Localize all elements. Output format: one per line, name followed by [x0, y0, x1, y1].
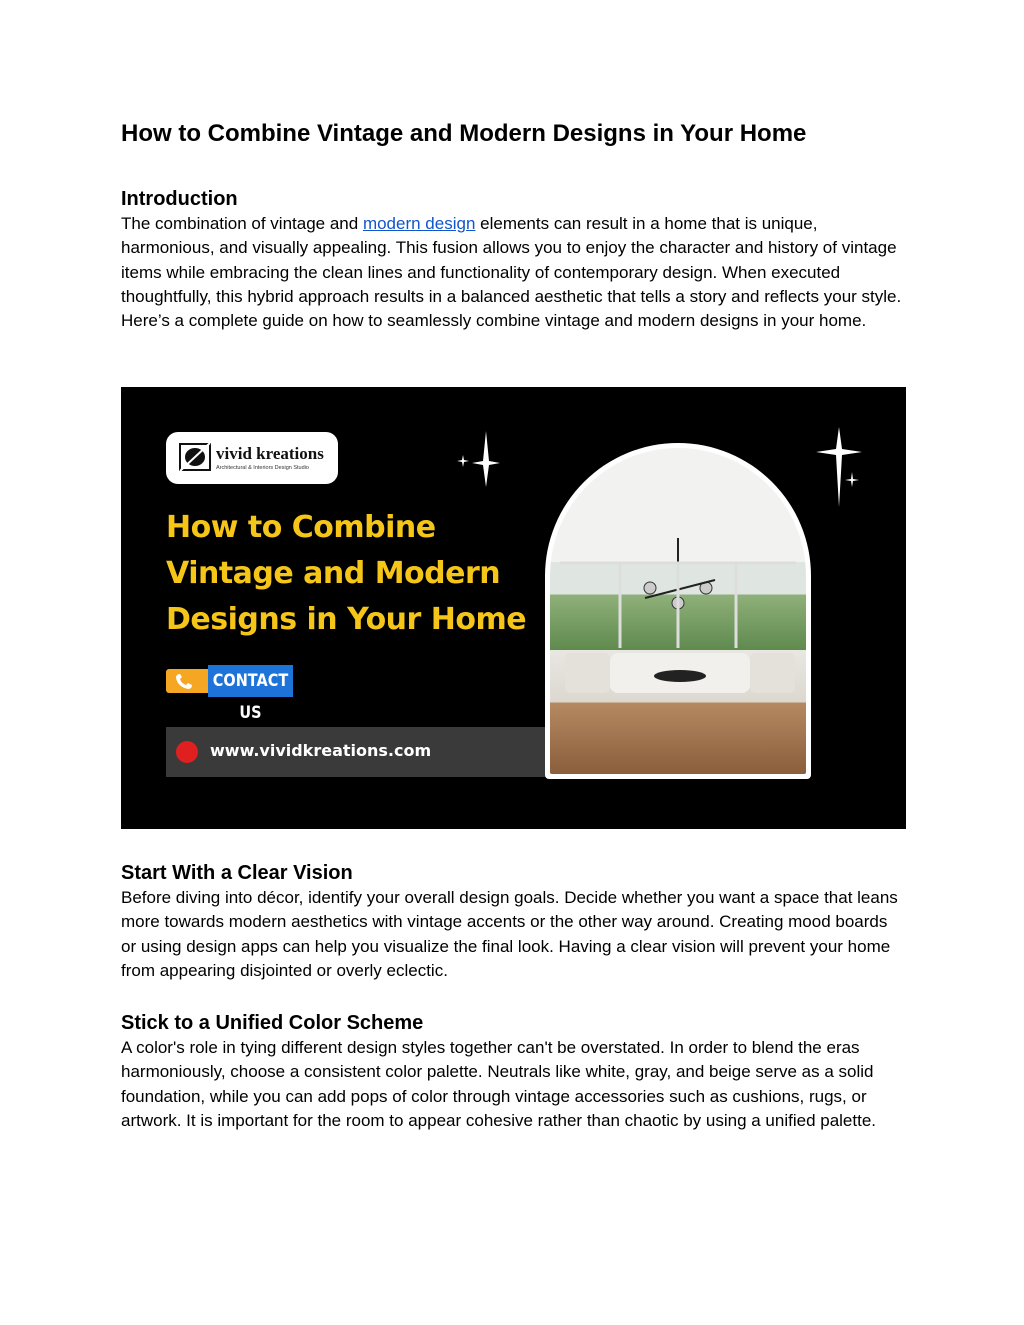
intro-text-start: The combination of vintage and: [121, 214, 363, 233]
modern-design-link[interactable]: modern design: [362, 214, 476, 233]
page-title: How to Combine Vintage and Modern Designs in Your Home: [121, 120, 807, 147]
contact-us-label: CONTACT US: [208, 665, 293, 697]
vision-heading: Start With a Clear Vision: [121, 862, 353, 884]
sparkle-icon: [814, 427, 864, 507]
globe-icon: [176, 741, 198, 763]
article-banner-image: [121, 387, 906, 829]
website-bar: [166, 727, 551, 777]
color-scheme-paragraph: A color's role in tying different design styles together can't be overstated. In order to blend the eras harmoniously, choose a consistent color palette. Neutrals like white, gray, and beige serve as a solid foundation, while you can add pops of color through vintage accessories such as cushions, rugs, or artwork. It is important for the room to appear cohesive rather than chaotic by using a unified palette.: [121, 1038, 877, 1130]
logo-mark-icon: [178, 441, 212, 473]
color-scheme-heading: Stick to a Unified Color Scheme: [121, 1012, 424, 1034]
intro-text-end: elements can result in a home that is unique, harmonious, and visually appealing. This fusion allows you to enjoy the character and history of vintage items while embracing the clean lines and functionality of contemporary design. When executed thoughtfully, this hybrid approach results in a balanced aesthetic that tells a story and reflects your style. Here’s a complete guide on how to seamlessly combine vintage and modern designs in your home.: [121, 214, 902, 331]
sparkle-icon: [451, 411, 501, 487]
vision-paragraph: Before diving into décor, identify your overall design goals. Decide whether you want a space that leans more towards modern aesthetics with vintage accents or the other way around. Creating mood boards or using design apps can help you visualize the final look. Having a clear vision will prevent your home from appearing disjointed or overly eclectic.: [121, 888, 898, 980]
vision-section: [121, 860, 907, 983]
banner-title-line: Designs in Your Home: [166, 602, 527, 637]
banner-title-line: How to Combine: [166, 510, 436, 545]
intro-paragraph: [121, 212, 907, 333]
banner-title-line: Vintage and Modern: [166, 556, 501, 591]
contact-us-button[interactable]: [166, 665, 308, 723]
phone-icon: [166, 669, 212, 693]
website-url: www.vividkreations.com: [210, 741, 432, 760]
logo: [166, 432, 338, 484]
color-scheme-section: [121, 1010, 907, 1133]
banner-title: [166, 505, 566, 643]
interior-photo-frame: [545, 443, 811, 779]
interior-photo: [550, 448, 806, 774]
intro-section: [121, 186, 907, 333]
intro-heading: Introduction: [121, 188, 238, 210]
logo-tagline: Architectural & Interiors Design Studio: [216, 465, 309, 471]
logo-name: vivid kreations: [216, 444, 324, 463]
